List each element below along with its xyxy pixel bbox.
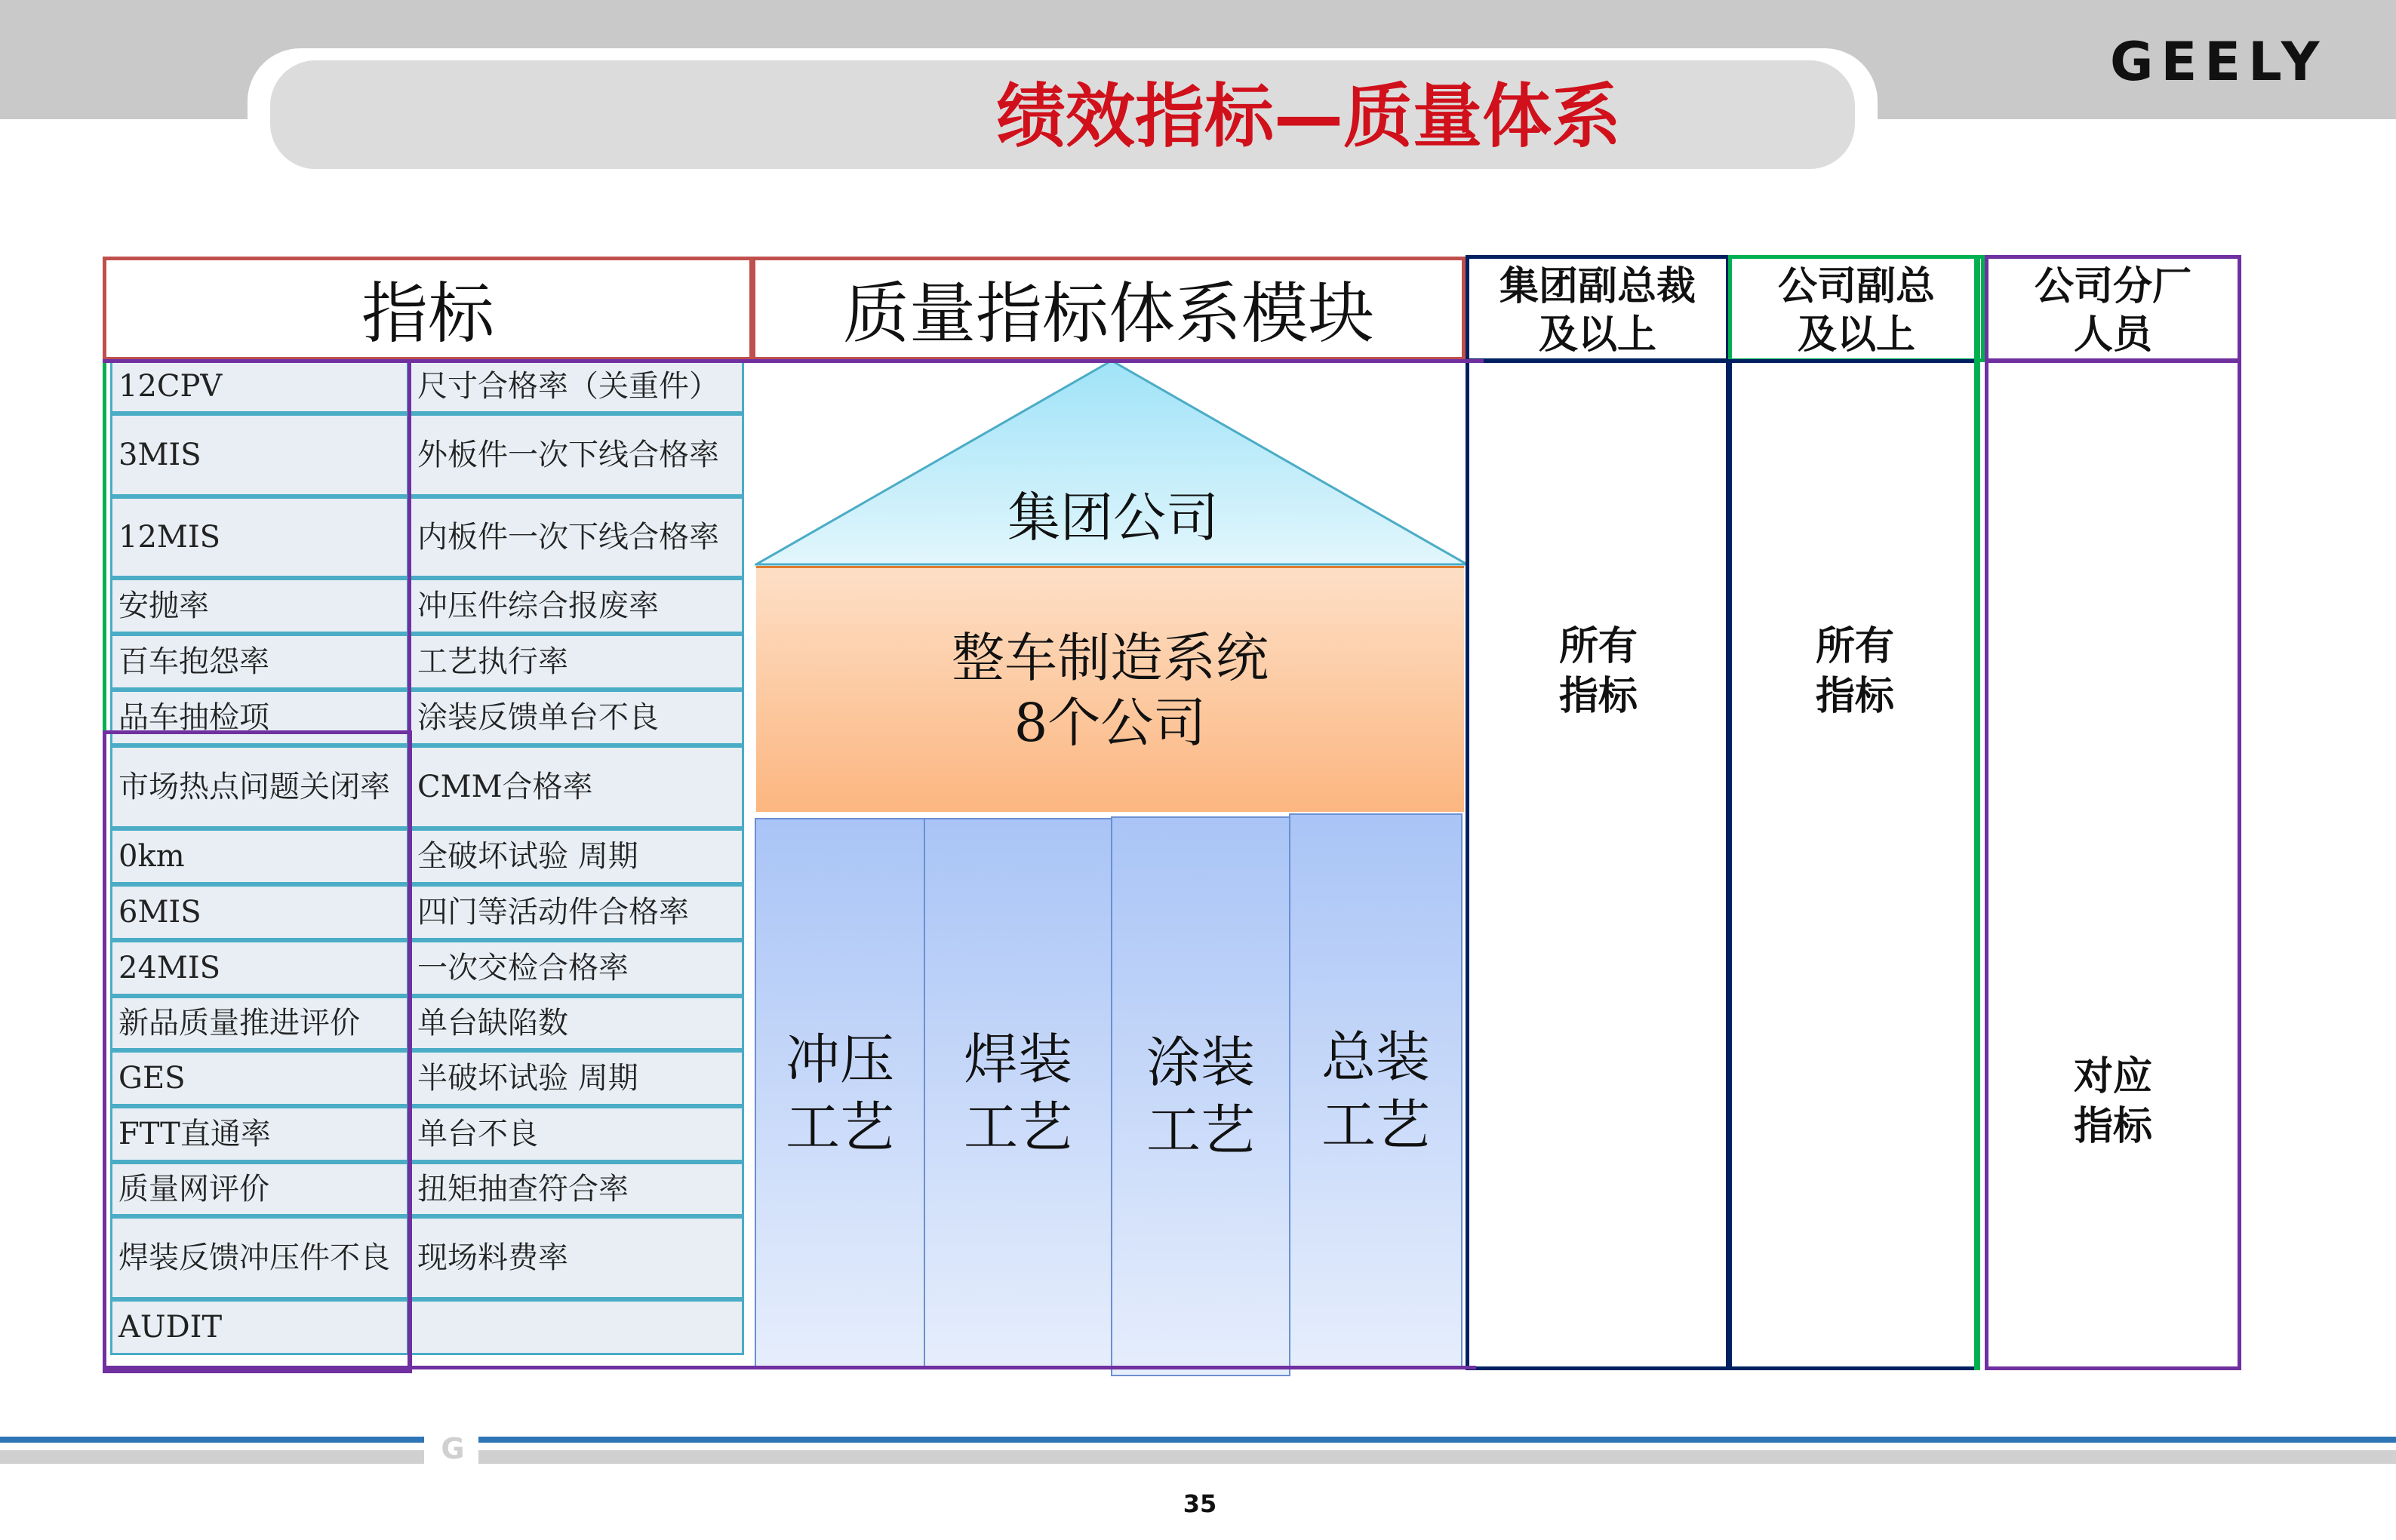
frame-purple-left	[103, 730, 412, 1373]
indicator-cell: 半破坏试验 周期	[409, 1050, 744, 1106]
process-label: 工艺	[785, 1096, 894, 1159]
deputy-indicators	[1733, 604, 1977, 739]
slide-title: 绩效指标—质量体系	[996, 76, 1622, 157]
page-number: 35	[1183, 1489, 1217, 1518]
vp-column	[1466, 359, 1730, 1370]
group-label: 集团公司	[1007, 486, 1219, 549]
vp-header: 集团副总裁及以上	[1466, 255, 1730, 362]
indicator-cell: 四门等活动件合格率	[409, 884, 744, 940]
frame-line	[1974, 257, 1980, 1370]
branch-column	[1985, 359, 2241, 1370]
deputy-column	[1728, 359, 1980, 1370]
indicator-cell: GES	[110, 1050, 409, 1106]
indicator-cell: 6MIS	[110, 884, 409, 940]
process-label: 工艺	[1146, 1099, 1255, 1162]
indicator-cell: 单台不良	[409, 1106, 744, 1162]
process-painting	[1111, 816, 1290, 1376]
indicator-cell: 24MIS	[110, 940, 409, 996]
indicator-cell: 质量网评价	[110, 1162, 409, 1216]
frame-line	[408, 359, 411, 1373]
system-label: 整车制造系统	[952, 626, 1269, 689]
indicator-cell: 0km	[110, 828, 409, 884]
process-label: 焊装	[963, 1028, 1072, 1091]
indicator-cell: 市场热点问题关闭率	[110, 745, 409, 828]
indicator-cell: 现场料费率	[409, 1216, 744, 1299]
indicator-cell: 新品质量推进评价	[110, 996, 409, 1050]
geely-logo: GEELY	[2110, 31, 2327, 93]
process-assembly	[1289, 813, 1463, 1369]
indicator-cell: AUDIT	[110, 1299, 409, 1355]
indicator-cell: FTT直通率	[110, 1106, 409, 1162]
module-header: 质量指标体系模块	[752, 257, 1466, 361]
process-label: 工艺	[1321, 1093, 1430, 1157]
deputy-header: 公司副总及以上	[1728, 255, 1985, 362]
indicator-cell: 外板件一次下线合格率	[409, 413, 744, 496]
indicator-cell: 3MIS	[110, 413, 409, 496]
indicator-cell: 单台缺陷数	[409, 996, 744, 1050]
process-label: 总装	[1321, 1025, 1430, 1089]
indicator-cell: 尺寸合格率（关重件）	[409, 359, 744, 413]
indicator-cell: 全破坏试验 周期	[409, 828, 744, 884]
indicators-header: 指标	[103, 257, 753, 361]
indicator-cell: 涂装反馈单台不良	[409, 690, 744, 745]
frame-line	[103, 1366, 1476, 1369]
process-label: 工艺	[963, 1096, 1072, 1159]
footer-g-mark-icon: G	[441, 1432, 465, 1465]
indicator-cell	[409, 1299, 744, 1355]
indicator-cell: 冲压件综合报废率	[409, 578, 744, 634]
vp-indicators	[1472, 604, 1725, 739]
indicator-cell: CMM合格率	[409, 745, 744, 828]
branch-indicators-text: 对应指标	[2073, 1054, 2152, 1149]
indicator-cell: 内板件一次下线合格率	[409, 496, 744, 578]
indicator-cell: 12MIS	[110, 496, 409, 578]
branch-header: 公司分厂人员	[1985, 255, 2241, 362]
indicator-cell: 百车抱怨率	[110, 634, 409, 690]
indicator-cell: 品车抽检项	[110, 690, 409, 745]
indicator-cell: 工艺执行率	[409, 634, 744, 690]
vp-indicators-text: 所有指标	[1558, 624, 1638, 719]
branch-indicators	[1989, 1034, 2237, 1170]
deputy-indicators-text: 所有指标	[1815, 624, 1894, 719]
companies-label: 8个公司	[1013, 691, 1207, 754]
process-stamping	[755, 818, 925, 1369]
process-welding	[924, 818, 1112, 1369]
process-label: 涂装	[1146, 1031, 1255, 1094]
frame-line	[103, 359, 1484, 363]
process-label: 冲压	[785, 1028, 894, 1091]
vehicle-system-band	[756, 566, 1464, 812]
footer-band	[0, 1450, 2396, 1464]
indicator-cell: 扭矩抽查符合率	[409, 1162, 744, 1216]
indicator-cell: 安抛率	[110, 578, 409, 634]
indicator-cell: 焊装反馈冲压件不良	[110, 1216, 409, 1299]
indicator-cell: 12CPV	[110, 359, 409, 413]
indicator-cell: 一次交检合格率	[409, 940, 744, 996]
footer-rule	[0, 1437, 2396, 1443]
